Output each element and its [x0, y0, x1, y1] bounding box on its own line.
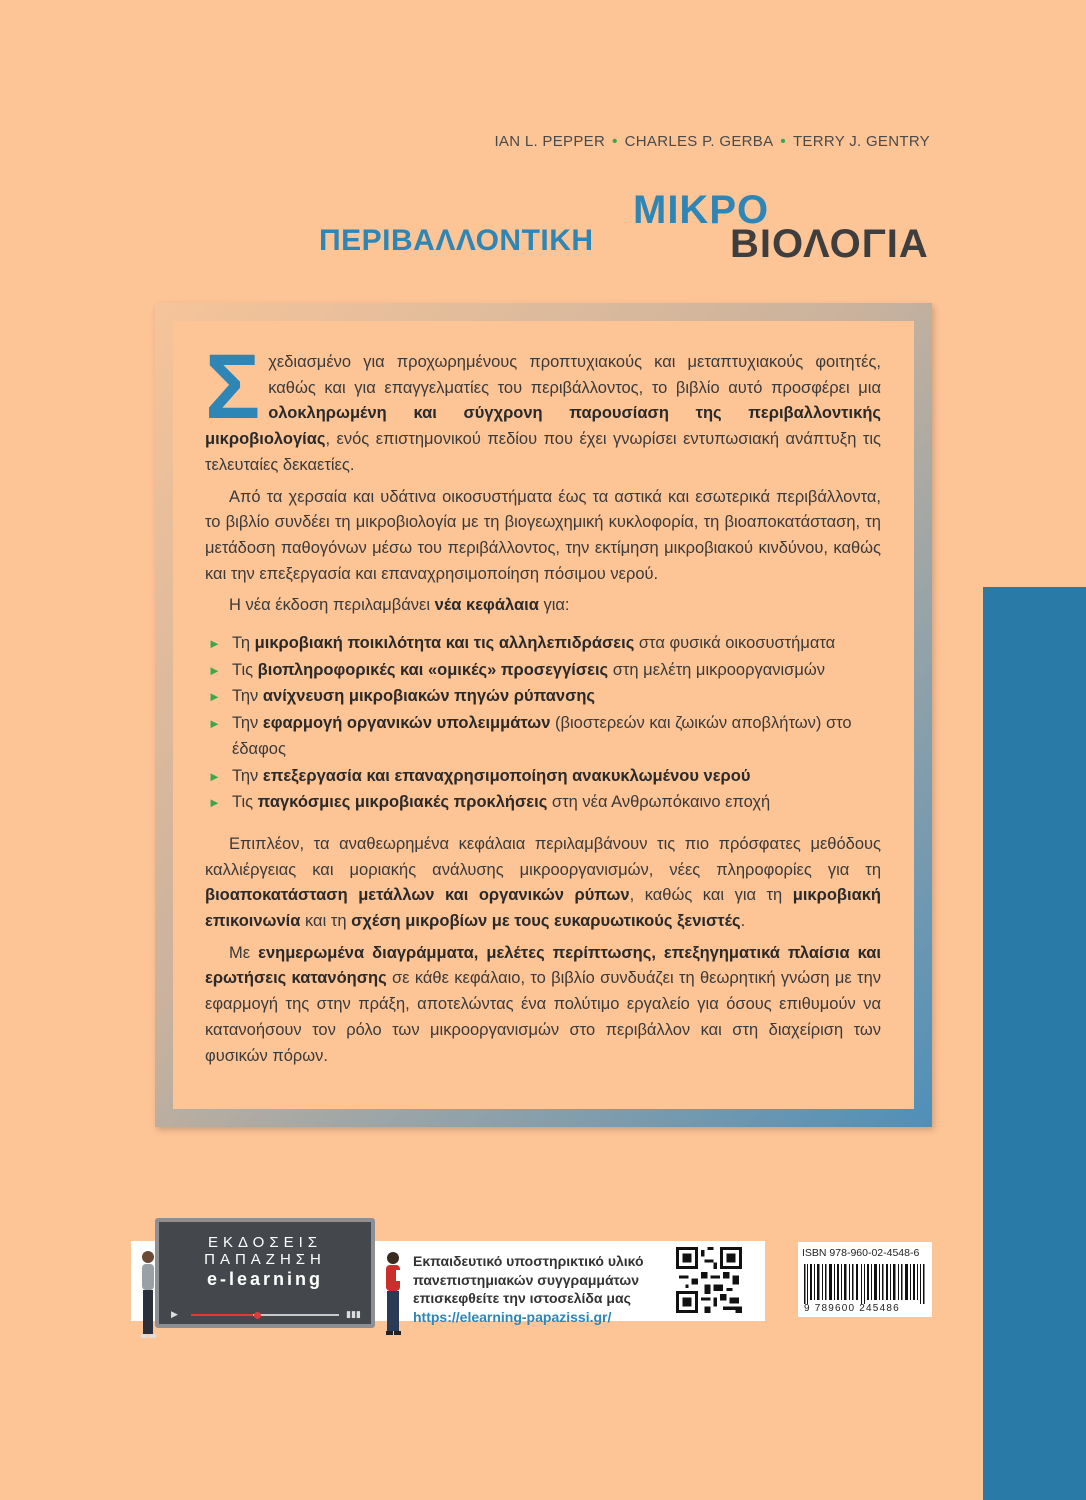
isbn-barcode-box — [798, 1242, 932, 1317]
arrow-bullet-icon: ► — [208, 768, 221, 784]
paragraph-4: Επιπλέον, τα αναθεωρημένα κεφάλαια περιλαμβάνουν τις πιο πρόσφατες μεθόδους καλλιέργειας και μοριακής ανάλυσης μικροοργανισμών, νέες πληροφορίες για τη βιοαποκατάσταση μετάλλων και οργανικών ρύπων, καθώς και για τη μικροβιακή επικοινωνία και τη σχέση μικροβίων με τους ευκαρυωτικούς ξενιστές. — [205, 834, 881, 931]
isbn-digits: 9 789600 245486 — [804, 1303, 900, 1314]
play-icon: ▶ — [171, 1309, 178, 1319]
list-item: ► Τις βιοπληροφορικές και «ομικές» προσεγγίσεις στη μελέτη μικροοργανισμών — [205, 658, 881, 684]
qr-code-icon[interactable] — [676, 1247, 742, 1313]
elearning-info: Εκπαιδευτικό υποστηρικτικό υλικό πανεπιστημιακών συγγραμμάτων επισκεφθείτε την ιστοσελίδα μας https://elearning-papazissi.gr/ — [413, 1252, 663, 1326]
title-part-2: ΜΙΚΡΟ — [633, 188, 770, 232]
author-2: CHARLES P. GERBA — [624, 133, 774, 150]
elearning-link[interactable]: https://elearning-papazissi.gr/ — [413, 1308, 612, 1325]
man-figure-icon — [378, 1250, 408, 1340]
paragraph-3: Η νέα έκδοση περιλαμβάνει νέα κεφάλαια για: — [229, 596, 570, 615]
list-item: ► Τις παγκόσμιες μικροβιακές προκλήσεις στη νέα Ανθρωπόκαινο εποχή — [205, 790, 881, 816]
arrow-bullet-icon: ► — [208, 662, 221, 678]
arrow-bullet-icon: ► — [208, 689, 221, 705]
author-3: TERRY J. GENTRY — [792, 133, 930, 150]
authors-line: IAN L. PEPPER • CHARLES P. GERBA • TERRY J. GENTRY — [494, 133, 930, 150]
author-1: IAN L. PEPPER — [494, 133, 606, 150]
board-line-3: e-learning — [206, 1269, 324, 1289]
list-item: ► Τη μικροβιακή ποικιλότητα και τις αλληλεπιδράσεις στα φυσικά οικοσυστήματα — [205, 631, 881, 657]
title-part-1: ΠΕΡΙΒΑΛΛΟΝΤΙΚΗ — [319, 224, 594, 257]
elearning-board — [155, 1218, 375, 1328]
list-item: ► Την εφαρμογή οργανικών υπολειμμάτων (βιοστερεών και ζωικών αποβλήτων) στο έδαφος — [205, 711, 881, 762]
side-color-band — [983, 587, 1086, 1500]
arrow-bullet-icon: ► — [208, 795, 221, 811]
list-item: ► Την ανίχνευση μικροβιακών πηγών ρύπανσης — [205, 684, 881, 710]
isbn-label: ISBN 978-960-02-4548-6 — [802, 1247, 920, 1259]
title-part-3: ΒΙΟΛΟΓΙΑ — [730, 222, 929, 266]
paragraph-intro: Σχεδιασμένο για προχωρημένους προπτυχιακούς και μεταπτυχιακούς φοιτητές, καθώς και για επαγγελματίες του περιβάλλοντος, το βιβλίο αυτό προσφέρει μια ολοκληρωμένη και σύγχρονη παρουσίαση της περιβαλλοντικής μικροβιολογίας, ενός επιστημονικού πεδίου που έχει γνωρίσει εντυπωσιακή ανάπτυξη τις τελευταίες δεκαετίες. — [205, 336, 881, 474]
dropcap: Σ — [205, 336, 261, 438]
list-item: ► Την επεξεργασία και επαναχρησιμοποίηση ανακυκλωμένου νερού — [205, 764, 881, 790]
new-chapters-list — [205, 631, 881, 816]
volume-icon: ▮▮▮ — [346, 1309, 361, 1319]
board-line-1: ΕΚΔΟΣΕΙΣ — [207, 1234, 323, 1251]
arrow-bullet-icon: ► — [208, 636, 221, 652]
board-line-2: ΠΑΠΑΖΗΣΗ — [204, 1251, 326, 1268]
description-text — [205, 336, 881, 1075]
progress-bar — [191, 1314, 339, 1316]
arrow-bullet-icon: ► — [208, 716, 221, 732]
paragraph-5: Με ενημερωμένα διαγράμματα, μελέτες περίπτωσης, επεξηγηματικά πλαίσια και ερωτήσεις κατανόησης σε κάθε κεφάλαιο, το βιβλίο συνδυάζει τη θεωρητική γνώση με την εφαρμογή της στην πράξη, αποτελώντας ένα πολύτιμο εργαλείο για όσους επιθυμούν να κατανοήσουν τον ρόλο των μικροοργανισμών στο περιβάλλον και στη διαχείριση των φυσικών πόρων. — [205, 943, 881, 1065]
barcode-icon — [804, 1264, 926, 1304]
paragraph-2: Από τα χερσαία και υδάτινα οικοσυστήματα έως τα αστικά και εσωτερικά περιβάλλοντα, το βιβλίο συνδέει τη μικροβιολογία με τη βιογεωχημική κυκλοφορία, τη βιοαποκατάσταση, τη μετάδοση παθογόνων μέσω του περιβάλλοντος, την εκτίμηση μικροβιακού κινδύνου, καθώς και την επεξεργασία και επαναχρησιμοποίηση πόσιμου νερού. — [205, 487, 881, 583]
